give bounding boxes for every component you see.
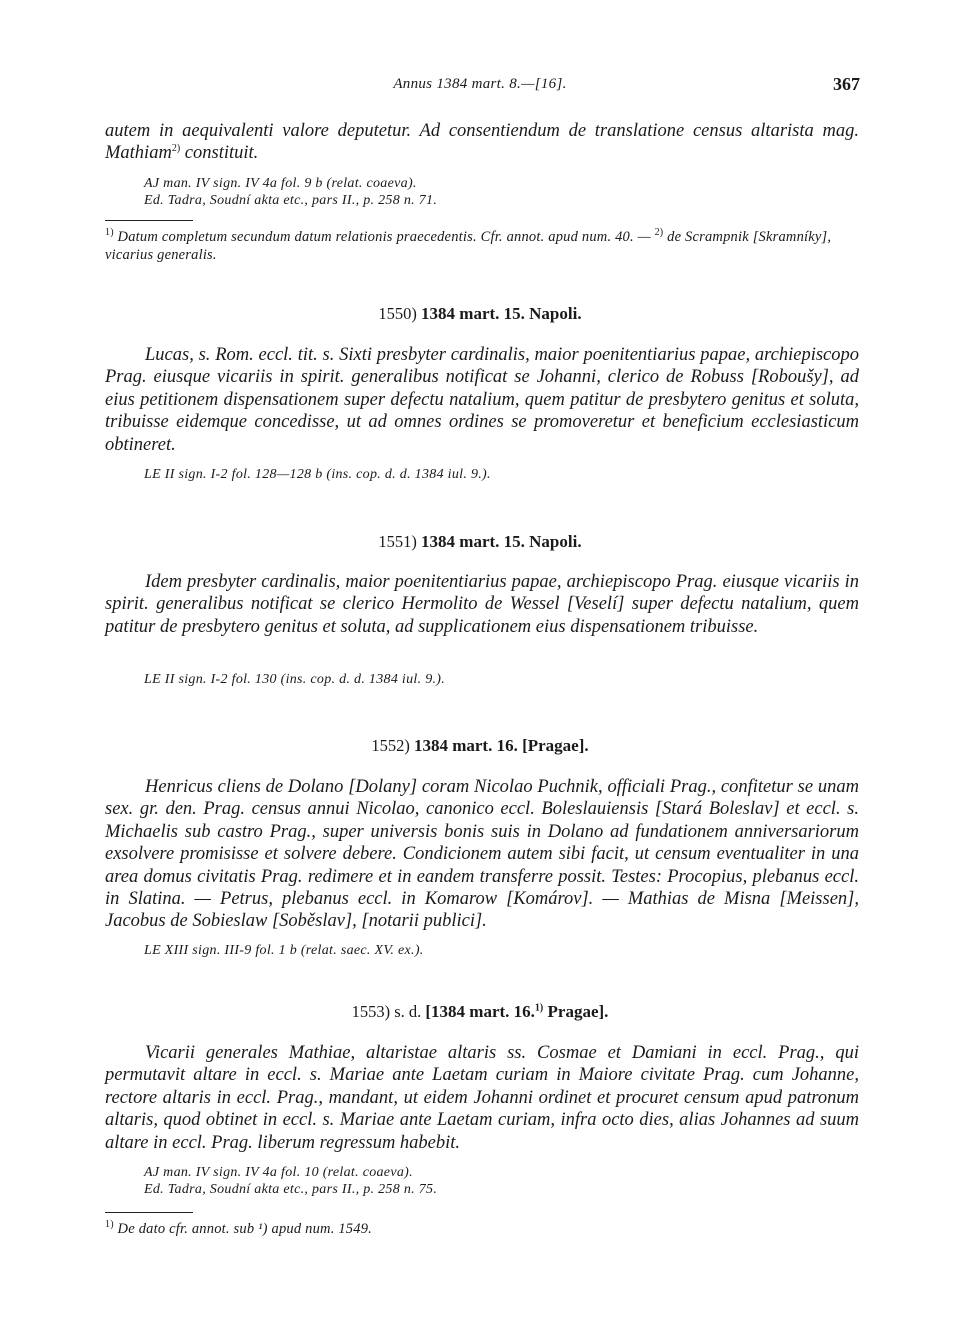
entry-heading xyxy=(0,1002,960,1022)
entry-source: LE II sign. I-2 fol. 130 (ins. cop. d. d. 1384 iul. 9.). xyxy=(144,672,446,687)
page-number: 367 xyxy=(833,74,860,94)
source-line: Ed. Tadra, Soudní akta etc., pars II., p. 258 n. 71. xyxy=(144,192,438,208)
footnote-ref: 2) xyxy=(171,143,181,155)
entry-source: LE II sign. I-2 fol. 128—128 b (ins. cop. d. d. 1384 iul. 9.). xyxy=(144,467,491,482)
footnote-ref: 1) xyxy=(534,1002,544,1014)
entry-heading xyxy=(0,736,960,756)
footnote: $^{1)}$ Datum completum secundum datum relationis praecedentis. Cfr. annot. apud num. 40. — $^{2)}$ de Scrampnik [Skramníky], vicarius generalis. xyxy=(105,227,832,263)
entry-text: Idem presbyter cardinalis, maior poenitentiarius papae, archiepiscopo Prag. eiusque vicariis in spirit. generalibus notificat se clerico Hermolito de Wessel [Veselí] super defectu natalium, quem patitur de presbytero genitus et soluta, ad supplicationem eius dispensationem tribuisse. xyxy=(105,572,859,637)
entry-number: 1553) s. d. xyxy=(351,1002,422,1021)
entry-date: 1384 mart. 15. Napoli. xyxy=(421,532,582,551)
entry-heading xyxy=(0,304,960,324)
source-line: AJ man. IV sign. IV 4a fol. 10 (relat. coaeva). xyxy=(144,1165,413,1180)
entry-source: LE XIII sign. III-9 fol. 1 b (relat. saec. XV. ex.). xyxy=(144,943,424,958)
footnote: $^{1)}$ De dato cfr. annot. sub ¹) apud num. 1549. xyxy=(105,1219,372,1237)
continuation-paragraph: autem in aequivalenti valore deputetur. Ad consentiendum de translatione census altarista mag. Mathiam$^{2)}$ constituit. xyxy=(105,121,859,164)
entry-text: Lucas, s. Rom. eccl. tit. s. Sixti presbyter cardinalis, maior poenitentiarius papae, archiepiscopo Prag. eiusque vicariis in spirit. generalibus notificat se Johanni, clerico de Robuss [Roboušy], ad eius petitionem dispensationem super defectu natalium, quem patitur de presbytero genitus et soluta, tribuisse eidemque concedisse, ut ad omnes ordines se promoveretur et beneficium ecclesiasticum obtineret. xyxy=(105,345,859,455)
footnote-separator xyxy=(105,1212,193,1213)
entry-date: 1384 mart. 16. [Pragae]. xyxy=(413,736,589,755)
source-line: Ed. Tadra, Soudní akta etc., pars II., p. 258 n. 75. xyxy=(144,1181,438,1197)
entry-text: Henricus cliens de Dolano [Dolany] coram Nicolao Puchnik, officiali Prag., confitetur se unam sex. gr. den. Prag. census annui Nicolao, canonico eccl. Boleslauiensis [Stará Boleslav] et eccl. s. Michaelis sub castro Prag., super universis bonis suis in Dolano ad fundationem anniversariorum exsolvere promisisse et solvere debere. Condicionem autem sibi facit, ut censum eventualiter in una area domus civitatis Prag. redimere et in eandem transferre possit. Testes: Procopius, plebanus eccl. in Slatina. — Petrus, plebanus eccl. in Komarow [Komárov]. — Mathias de Misna [Meissen], Jacobus de Sobieslaw [Soběslav], [notarii publici]. xyxy=(105,777,859,932)
entry-number: 1552) xyxy=(371,736,410,755)
entry-date: [1384 mart. 16.$^{1)}$ Pragae]. xyxy=(425,1002,609,1021)
entry-text: Vicarii generales Mathiae, altaristae altaris ss. Cosmae et Damiani in eccl. Prag., qui permutavit altare in eccl. s. Mariae ante Laetam curiam in Maiore civitate Prag. cum Johanne, rectore altaris in eccl. Prag., mandant, ut eidem Johanni ordinet et procuret censum apud patronum altaris, quod obtinet in eccl. s. Mariae ante Laetam curiam, infra octo dies, alias Johannes ad suum altare in eccl. Prag. liberum regressum habebit. xyxy=(105,1043,859,1153)
running-title: Annus 1384 mart. 8.—[16]. xyxy=(393,76,567,92)
source-line: AJ man. IV sign. IV 4a fol. 9 b (relat. coaeva). xyxy=(144,176,417,191)
entry-date: 1384 mart. 15. Napoli. xyxy=(421,304,582,323)
entry-number: 1550) xyxy=(378,304,417,323)
entry-heading xyxy=(0,532,960,552)
entry-number: 1551) xyxy=(378,532,417,551)
source-block xyxy=(144,176,859,209)
source-block xyxy=(144,1165,859,1198)
footnote-separator xyxy=(105,220,193,221)
